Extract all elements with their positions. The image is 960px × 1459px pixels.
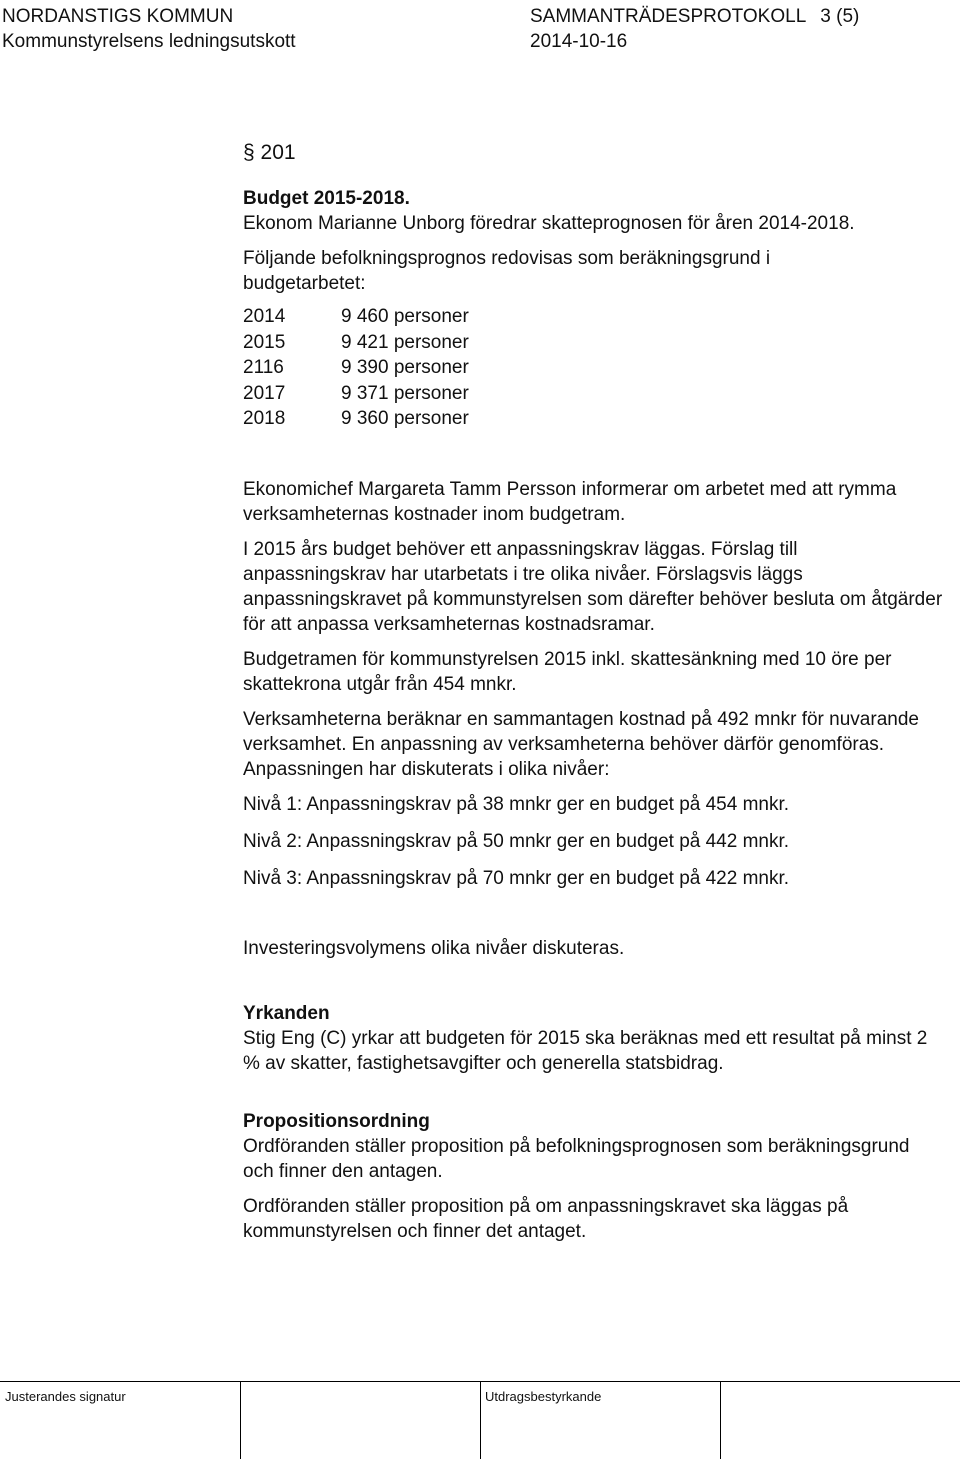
- population-value: 9 360 personer: [341, 408, 469, 429]
- paragraph-budget-info: Ekonomichef Margareta Tamm Persson informerar om arbetet med att rymma verksamheternas kostnader inom budgetram.: [243, 478, 897, 525]
- section-title: Budget 2015-2018.: [243, 188, 410, 209]
- footer-column-divider: [240, 1381, 241, 1459]
- population-row: [243, 304, 943, 330]
- population-year: 2017: [243, 382, 286, 404]
- org-name: NORDANSTIGS KOMMUN: [2, 6, 234, 27]
- section-number: [243, 138, 943, 168]
- yrkanden-heading: Yrkanden: [243, 1002, 330, 1024]
- population-value: 9 371 personer: [341, 382, 469, 404]
- population-value: 9 390 personer: [341, 357, 469, 378]
- level-item: Nivå 1: Anpassningskrav på 38 mnkr ger en budget på 454 mnkr.: [243, 793, 790, 815]
- doc-type: SAMMANTRÄDESPROTOKOLL: [530, 6, 807, 27]
- paragraph-budget-frame: Budgetramen för kommunstyrelsen 2015 inkl. skattesänkning med 10 öre per skattekrona utgår från 454 mnkr.: [243, 648, 892, 695]
- yrkanden-text: Stig Eng (C) yrkar att budgeten för 2015 ska beräknas med ett resultat på minst 2 % av skatter, fastighetsavgifter och generella statsbidrag.: [243, 1027, 928, 1074]
- population-intro: Följande befolkningsprognos redovisas som beräkningsgrund i budgetarbetet:: [243, 248, 771, 294]
- population-year: 2015: [243, 331, 286, 353]
- intro-paragraph: Ekonom Marianne Unborg föredrar skatteprognosen för åren 2014-2018.: [243, 213, 855, 234]
- header-left: [2, 4, 296, 54]
- population-row: [243, 355, 943, 381]
- population-year: 2014: [243, 306, 286, 327]
- population-row: [243, 381, 943, 407]
- committee-name: Kommunstyrelsens ledningsutskott: [2, 31, 296, 52]
- header-right: [530, 4, 859, 54]
- document-body: [243, 138, 943, 1244]
- population-year: 2018: [243, 408, 286, 429]
- population-value: 9 421 personer: [341, 331, 469, 353]
- paragraph-investment: Investeringsvolymens olika nivåer diskuteras.: [243, 937, 625, 959]
- section-number-value: 201: [260, 141, 296, 164]
- signature-label: Justerandes signatur: [5, 1389, 126, 1404]
- footer-column-divider: [720, 1381, 721, 1459]
- paragraph-adjustment: I 2015 års budget behöver ett anpassningskrav läggas. Förslag till anpassningskrav har utarbetats i tre olika nivåer. Förslagsvis läggs anpassningskravet på kommunstyrelsen som därefter behöver besluta om åtgärder för att anpassa verksamheternas kostnadsramar.: [243, 538, 943, 635]
- level-item: Nivå 2: Anpassningskrav på 50 mnkr ger en budget på 442 mnkr.: [243, 830, 790, 852]
- population-table: [243, 304, 943, 432]
- level-item: Nivå 3: Anpassningskrav på 70 mnkr ger en budget på 422 mnkr.: [243, 867, 790, 889]
- population-row: [243, 330, 943, 356]
- extract-label: Utdragsbestyrkande: [485, 1389, 602, 1404]
- section-symbol: §: [243, 141, 255, 164]
- population-row: [243, 406, 943, 432]
- proposition-text: Ordföranden ställer proposition på om anpassningskravet ska läggas på kommunstyrelsen och finner det antaget.: [243, 1195, 849, 1242]
- proposition-text: Ordföranden ställer proposition på befolkningsprognosen som beräkningsgrund och finner den antagen.: [243, 1135, 910, 1182]
- proposition-heading: Propositionsordning: [243, 1110, 430, 1132]
- footer-column-divider: [480, 1381, 481, 1459]
- page-number: 3 (5): [820, 6, 860, 27]
- population-year: 2116: [243, 357, 284, 378]
- paragraph-cost: Verksamheterna beräknar en sammantagen kostnad på 492 mnkr för nuvarande verksamhet. En anpassning av verksamheterna behöver därför genomföras. Anpassningen har diskuterats i olika nivåer:: [243, 708, 919, 780]
- meeting-date: 2014-10-16: [530, 31, 628, 52]
- population-value: 9 460 personer: [341, 306, 469, 327]
